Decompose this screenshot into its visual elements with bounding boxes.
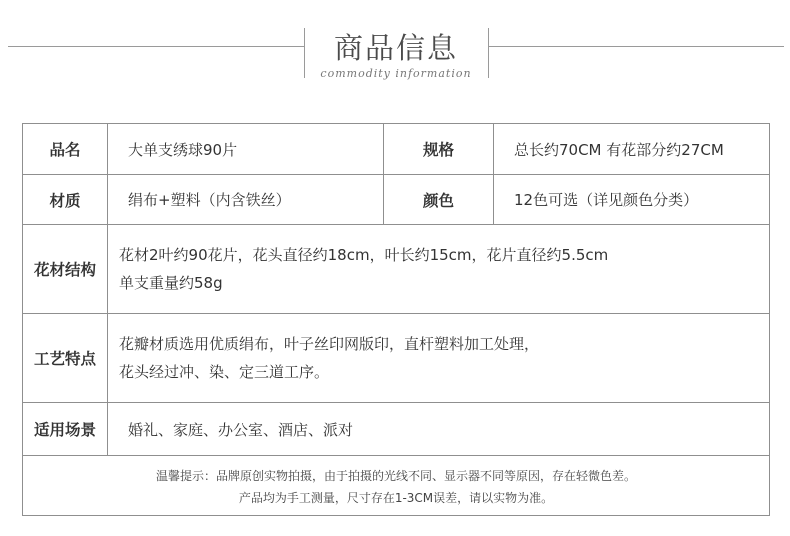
- structure-line-1: 花材2叶约90花片，花头直径约18cm，叶长约15cm，花片直径约5.5cm: [119, 246, 609, 264]
- table-row: [23, 225, 770, 314]
- table-row: [23, 456, 770, 516]
- color-label: 颜色: [384, 175, 494, 225]
- spec-label: 规格: [384, 124, 494, 175]
- table-row: [23, 403, 770, 456]
- page-subtitle: commodity information: [320, 67, 472, 80]
- header-tick-left: [304, 28, 305, 78]
- usage-label: 适用场景: [23, 403, 108, 456]
- name-value: 大单支绣球90片: [108, 124, 384, 175]
- header-line-left: [8, 46, 304, 47]
- structure-label: 花材结构: [23, 225, 108, 314]
- notice-line-2: 产品均为手工测量，尺寸存在1-3CM误差，请以实物为准。: [238, 491, 554, 505]
- material-value: 绢布+塑料（内含铁丝）: [108, 175, 384, 225]
- header-line-right: [488, 46, 784, 47]
- page-title: 商品信息: [333, 31, 458, 65]
- spec-value: 总长约70CM 有花部分约27CM: [494, 124, 770, 175]
- structure-value: [108, 225, 770, 314]
- structure-line-2: 单支重量约58g: [119, 274, 223, 292]
- table-row: [23, 314, 770, 403]
- craft-value: [108, 314, 770, 403]
- notice-line-1: 温馨提示：品牌原创实物拍摄，由于拍摄的光线不同、显示器不同等原因，存在轻微色差。: [155, 469, 636, 483]
- craft-line-1: 花瓣材质选用优质绢布，叶子丝印网版印，直杆塑料加工处理，: [119, 335, 540, 353]
- craft-line-2: 花头经过冲、染、定三道工序。: [119, 363, 330, 381]
- material-label: 材质: [23, 175, 108, 225]
- product-info-table: [22, 123, 770, 516]
- header-tick-right: [488, 28, 489, 78]
- usage-value: 婚礼、家庭、办公室、酒店、派对: [108, 403, 770, 456]
- craft-label: 工艺特点: [23, 314, 108, 403]
- color-value: 12色可选（详见颜色分类）: [494, 175, 770, 225]
- table-row: [23, 175, 770, 225]
- notice: [23, 456, 770, 516]
- table-row: [23, 124, 770, 175]
- name-label: 品名: [23, 124, 108, 175]
